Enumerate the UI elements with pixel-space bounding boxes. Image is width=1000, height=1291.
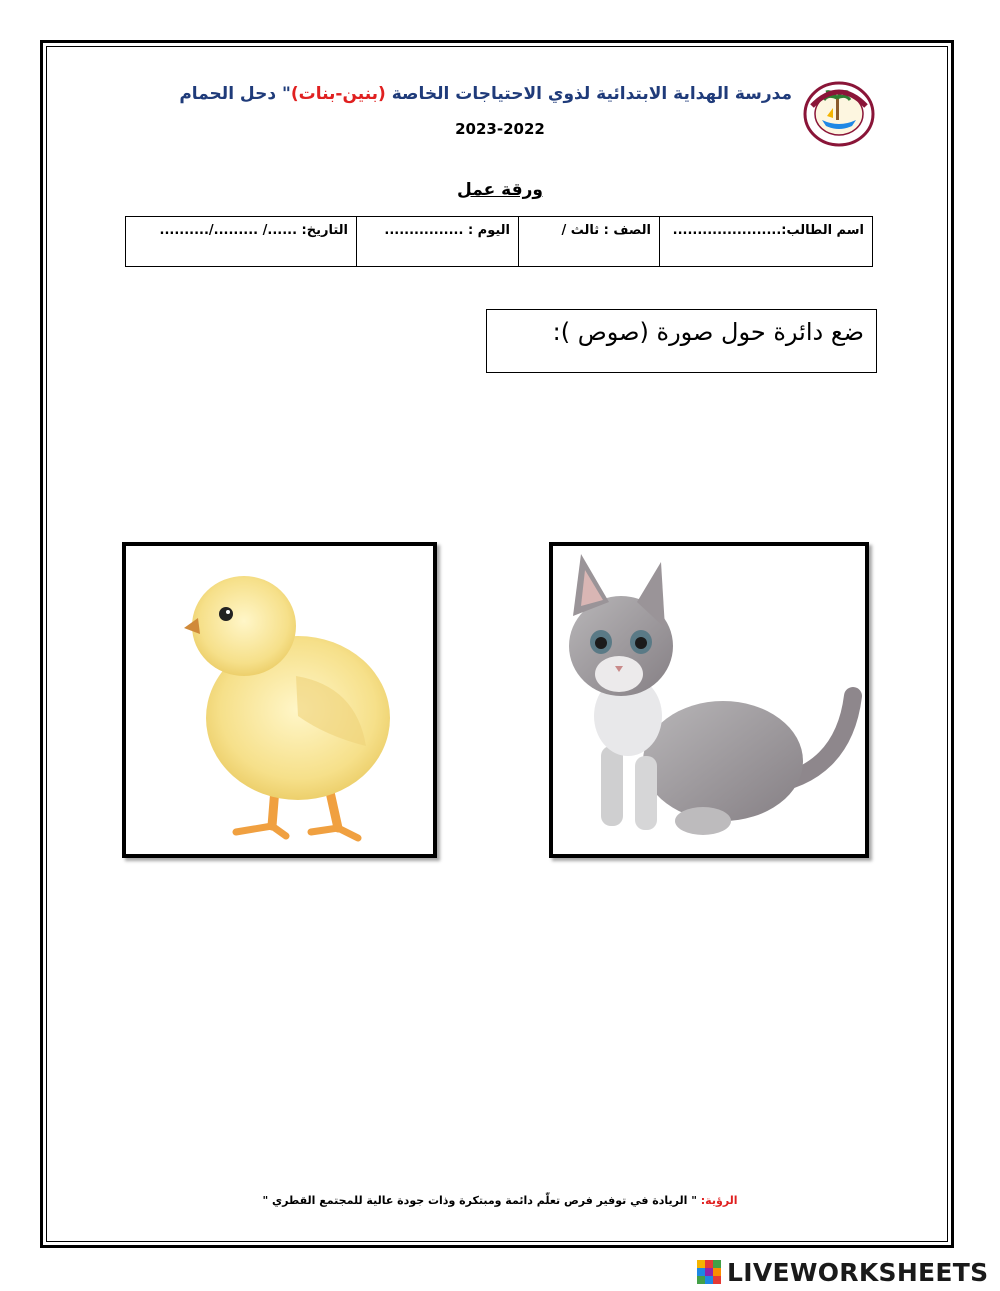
chick-picture[interactable] (122, 542, 437, 858)
instruction-box: ضع دائرة حول صورة (صوص ): (486, 309, 877, 373)
liveworksheets-mark-icon (697, 1260, 723, 1284)
student-info-table (125, 216, 873, 267)
worksheet-title: ورقة عمل (457, 180, 543, 200)
school-name-highlight: (بنين-بنات) (290, 84, 386, 104)
academic-year: 2023-2022 (455, 120, 545, 138)
table-row (126, 217, 873, 267)
kitten-picture[interactable] (549, 542, 869, 858)
vision-text: " الريادة في توفير فرص تعلّم دائمة ومبتكرة وذات جودة عالية للمجتمع القطري " (262, 1194, 701, 1207)
liveworksheets-logo[interactable] (697, 1257, 988, 1287)
school-name (180, 84, 792, 104)
kitten-icon (553, 546, 865, 854)
vision-label: الرؤية: (700, 1194, 738, 1207)
school-name-suffix: " دحل الحمام (179, 84, 291, 104)
student-name-field[interactable]: اسم الطالب:...................... (660, 217, 873, 267)
vision-statement (150, 1194, 850, 1207)
qatar-ministry-emblem-icon (802, 80, 876, 148)
day-field[interactable]: اليوم : ................ (357, 217, 519, 267)
liveworksheets-wordmark: LIVEWORKSHEETS (727, 1257, 989, 1287)
date-field[interactable]: التاريخ: ....../ ........./.......... (126, 217, 357, 267)
school-name-prefix: مدرسة الهداية الابتدائية لذوي الاحتياجات الخاصة (391, 84, 792, 104)
chick-icon (126, 546, 433, 854)
class-field[interactable]: الصف : ثالث / (519, 217, 660, 267)
